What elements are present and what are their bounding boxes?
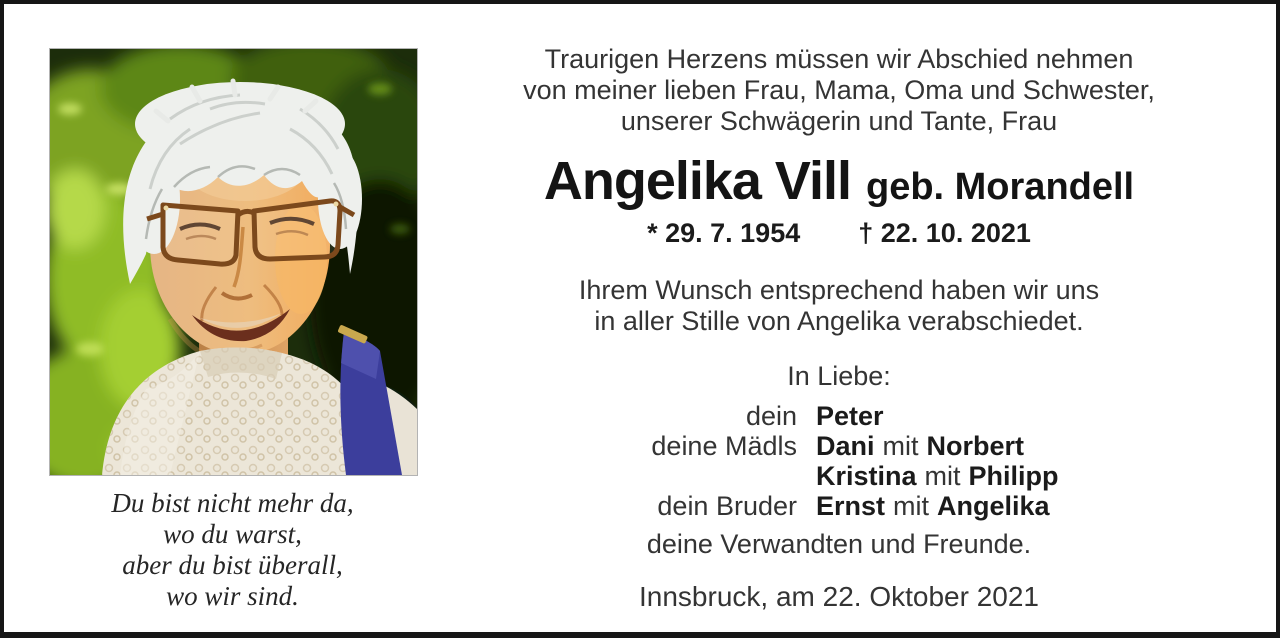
deceased-name-row	[444, 150, 1234, 212]
farewell-line: Ihrem Wunsch entsprechend haben wir uns	[578, 275, 1100, 305]
mourner-names	[816, 431, 1234, 461]
mourner-name: Peter	[816, 401, 884, 431]
life-dates	[444, 218, 1234, 249]
relatives-line: deine Verwandten und Freunde.	[646, 529, 1032, 559]
mourner-names	[816, 461, 1234, 491]
mourner-name: Dani	[816, 431, 875, 461]
place-and-date: Innsbruck, am 22. Oktober 2021	[639, 581, 1039, 612]
notice-text-column	[444, 44, 1234, 613]
portrait-photo-illustration	[50, 49, 417, 475]
death-date: † 22. 10. 2021	[858, 218, 1031, 248]
intro-text	[444, 44, 1234, 137]
mourner-name: Philipp	[968, 461, 1059, 491]
intro-line: unserer Schwägerin und Tante, Frau	[620, 106, 1058, 136]
mourner-names	[816, 401, 1234, 431]
poem-line: wo du warst,	[163, 519, 302, 549]
mourner-relation: dein Bruder	[657, 491, 797, 521]
mourner-name: Kristina	[816, 461, 917, 491]
mourner-relation: deine Mädls	[651, 431, 797, 461]
poem-line: wo wir sind.	[166, 581, 299, 611]
mourner-relation: dein	[745, 401, 797, 431]
farewell-line: in aller Stille von Angelika verabschiedet.	[594, 306, 1084, 336]
poem-line: aber du bist überall,	[122, 550, 343, 580]
mourner-connector: mit	[882, 431, 919, 461]
mourner-relation	[444, 461, 797, 491]
birth-date: * 29. 7. 1954	[647, 218, 801, 248]
mourner-name: Angelika	[937, 491, 1050, 521]
maiden-name: geb. Morandell	[865, 166, 1135, 208]
mourner-connector: mit	[893, 491, 930, 521]
intro-line: von meiner lieben Frau, Mama, Oma und Schwester,	[523, 75, 1155, 105]
memorial-poem	[48, 488, 417, 612]
mourner-name: Norbert	[926, 431, 1025, 461]
poem-line: Du bist nicht mehr da,	[111, 488, 354, 518]
closing-salutation: In Liebe:	[787, 361, 891, 391]
mourner-connector: mit	[924, 461, 961, 491]
mourners-list	[444, 401, 1234, 521]
mourner-names	[816, 491, 1234, 521]
deceased-name: Angelika Vill	[543, 151, 851, 211]
intro-line: Traurigen Herzens müssen wir Abschied nehmen	[544, 44, 1134, 74]
mourner-name: Ernst	[816, 491, 886, 521]
farewell-text	[444, 275, 1234, 337]
portrait-photo	[49, 48, 418, 476]
